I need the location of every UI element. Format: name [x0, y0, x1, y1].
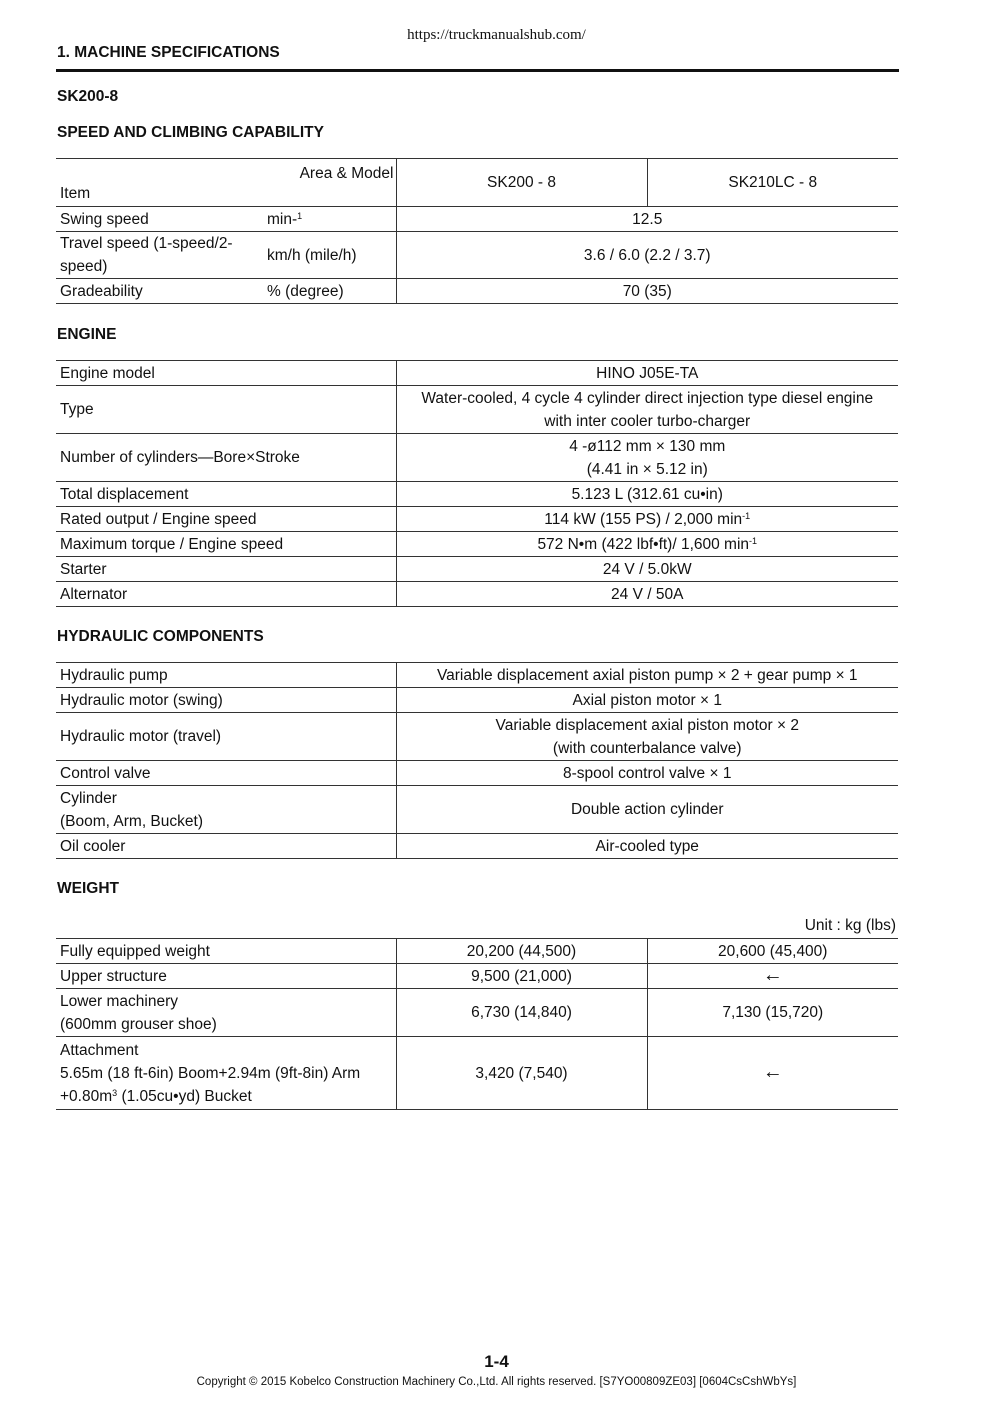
- table-row: [56, 232, 898, 279]
- row-value-sk210lc: 7,130 (15,720): [647, 989, 898, 1037]
- row-label: Travel speed (1-speed/2-speed): [56, 232, 263, 279]
- row-label: Gradeability: [56, 279, 263, 304]
- row-label: Maximum torque / Engine speed: [56, 532, 396, 557]
- same-as-left-arrow: ←: [762, 1061, 783, 1083]
- table-row: [56, 582, 898, 607]
- table-row: [56, 761, 898, 786]
- row-value: Variable displacement axial piston pump × 2 + gear pump × 1: [396, 663, 898, 688]
- item-label: Item: [60, 185, 91, 202]
- row-label: Hydraulic motor (swing): [56, 688, 396, 713]
- weight-heading: WEIGHT: [57, 880, 119, 897]
- row-label: Hydraulic motor (travel): [56, 713, 396, 761]
- col-sk200: SK200 - 8: [396, 159, 647, 207]
- page-number: 1-4: [484, 1352, 509, 1371]
- weight-unit-note: Unit : kg (lbs): [804, 917, 896, 934]
- row-value-sk200: 6,730 (14,840): [396, 989, 647, 1037]
- chapter-title: 1. MACHINE SPECIFICATIONS: [57, 44, 280, 61]
- row-value: 8-spool control valve × 1: [396, 761, 898, 786]
- row-value-sk200: 3,420 (7,540): [396, 1037, 647, 1110]
- table-row: [56, 1037, 898, 1110]
- row-label: Number of cylinders—Bore×Stroke: [56, 434, 396, 482]
- row-label: Type: [56, 386, 396, 434]
- table-row: [56, 786, 898, 834]
- row-label: Fully equipped weight: [56, 939, 396, 964]
- row-value-sk200: 9,500 (21,000): [396, 964, 647, 989]
- speed-heading: SPEED AND CLIMBING CAPABILITY: [57, 124, 324, 141]
- table-row: [56, 834, 898, 859]
- row-label: Control valve: [56, 761, 396, 786]
- row-value: 70 (35): [396, 279, 898, 304]
- hydraulic-heading: HYDRAULIC COMPONENTS: [57, 628, 264, 645]
- row-label: Cylinder (Boom, Arm, Bucket): [56, 786, 396, 834]
- row-value: HINO J05E-TA: [396, 361, 898, 386]
- row-unit: min-$^1$: [263, 207, 396, 232]
- area-model-label: Area & Model: [299, 165, 394, 182]
- row-value: 572 N•m (422 lbf•ft)/ 1,600 $\min^{-1}$: [396, 532, 898, 557]
- speed-header-row: [56, 159, 898, 207]
- table-row: [56, 989, 898, 1037]
- weight-table: [56, 938, 898, 1110]
- row-value: 24 V / 5.0kW: [396, 557, 898, 582]
- source-url[interactable]: https://truckmanualshub.com/: [407, 27, 586, 43]
- row-unit: km/h (mile/h): [263, 232, 396, 279]
- row-label: Lower machinery (600mm grouser shoe): [56, 989, 396, 1037]
- row-label: Rated output / Engine speed: [56, 507, 396, 532]
- copyright-notice: Copyright © 2015 Kobelco Construction Machinery Co.,Ltd. All rights reserved. [S7YO00809ZE03] [0604CsCshWbYs]: [196, 1376, 797, 1388]
- hydraulic-table: [56, 662, 898, 859]
- col-sk210lc: SK210LC - 8: [647, 159, 898, 207]
- row-value-sk210lc: 20,600 (45,400): [647, 939, 898, 964]
- row-label: Engine model: [56, 361, 396, 386]
- header-rule: [56, 69, 899, 72]
- row-value: 4 -ø112 mm × 130 mm (4.41 in × 5.12 in): [396, 434, 898, 482]
- table-row: [56, 361, 898, 386]
- speed-table: [56, 158, 898, 304]
- table-row: [56, 279, 898, 304]
- same-as-left-arrow: ←: [762, 964, 783, 986]
- row-label: Oil cooler: [56, 834, 396, 859]
- table-row: [56, 688, 898, 713]
- model-title: SK200-8: [57, 88, 119, 105]
- row-label: Hydraulic pump: [56, 663, 396, 688]
- row-label: Alternator: [56, 582, 396, 607]
- row-label: Attachment 5.65m (18 ft-6in) Boom+2.94m (9ft-8in) Arm $+0.80m^3$ (1.05cu•yd) Bucket: [56, 1037, 396, 1110]
- row-value-sk210lc: [647, 1037, 898, 1110]
- table-row: [56, 557, 898, 582]
- row-value: Double action cylinder: [396, 786, 898, 834]
- row-label: Starter: [56, 557, 396, 582]
- table-row: [56, 532, 898, 557]
- row-value: Water-cooled, 4 cycle 4 cylinder direct injection type diesel engine with inter cooler turbo-charger: [396, 386, 898, 434]
- row-label: Upper structure: [56, 964, 396, 989]
- row-value: 24 V / 50A: [396, 582, 898, 607]
- table-row: [56, 507, 898, 532]
- table-row: [56, 386, 898, 434]
- row-label: Total displacement: [56, 482, 396, 507]
- row-value: 3.6 / 6.0 (2.2 / 3.7): [396, 232, 898, 279]
- engine-heading: ENGINE: [57, 326, 117, 343]
- row-value: 114 kW (155 PS) / 2,000 $\min^{-1}$: [396, 507, 898, 532]
- table-row: [56, 964, 898, 989]
- table-row: [56, 663, 898, 688]
- row-value-sk210lc: [647, 964, 898, 989]
- table-row: [56, 207, 898, 232]
- table-row: [56, 482, 898, 507]
- area-model-cell: [56, 159, 396, 207]
- row-value: 12.5: [396, 207, 898, 232]
- table-row: [56, 434, 898, 482]
- table-row: [56, 939, 898, 964]
- engine-table: [56, 360, 898, 607]
- row-value: Air-cooled type: [396, 834, 898, 859]
- row-value: 5.123 L (312.61 cu•in): [396, 482, 898, 507]
- row-value: Variable displacement axial piston motor × 2 (with counterbalance valve): [396, 713, 898, 761]
- table-row: [56, 713, 898, 761]
- row-value-sk200: 20,200 (44,500): [396, 939, 647, 964]
- row-unit: % (degree): [263, 279, 396, 304]
- row-label: Swing speed: [56, 207, 263, 232]
- row-value: Axial piston motor × 1: [396, 688, 898, 713]
